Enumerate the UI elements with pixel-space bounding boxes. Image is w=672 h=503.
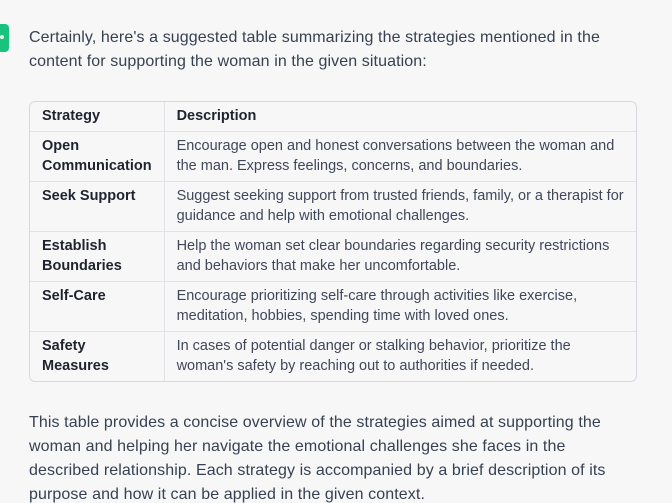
description-cell: In cases of potential danger or stalking behavior, prioritize the woman's safety by reaching out to authorities if needed. [176,337,571,374]
strategy-cell: Self-Care [30,281,164,331]
table-header-strategy: Strategy [30,102,164,131]
strategy-cell: Establish Boundaries [30,231,164,281]
description-cell: Encourage open and honest conversations between the woman and the man. Express feelings, concerns, and boundaries. [164,131,636,181]
intro-paragraph: Certainly, here's a suggested table summarizing the strategies mentioned in the content for supporting the woman in the given situation: [29,29,600,70]
description-cell: Suggest seeking support from trusted friends, family, or a therapist for guidance and help with emotional challenges. [164,181,636,231]
table-header-row [30,102,636,131]
description-cell: Encourage prioritizing self-care through activities like exercise, meditation, hobbies, spending time with loved ones. [164,281,636,331]
strategies-table-wrapper [29,101,637,382]
message-content [29,26,637,503]
table-row [30,281,636,331]
table-row [30,231,636,281]
assistant-avatar [0,24,9,52]
table-row [30,131,636,181]
strategy-cell: Safety Measures [30,331,164,381]
table-header-description: Description [164,102,636,131]
strategy-cell: Seek Support [30,181,164,231]
strategy-cell: Open Communication [30,131,164,181]
description-cell: Help the woman set clear boundaries regarding security restrictions and behaviors that make her uncomfortable. [164,231,636,281]
openai-logo-icon [0,35,4,39]
table-row [30,181,636,231]
outro-paragraph: This table provides a concise overview of the strategies aimed at supporting the woman and helping her navigate the emotional challenges she faces in the described relationship. Each strategy is accompanied by a brief description of its purpose and how it can be applied in the given context. [29,413,606,503]
strategies-table [30,102,636,381]
table-row [30,331,636,381]
